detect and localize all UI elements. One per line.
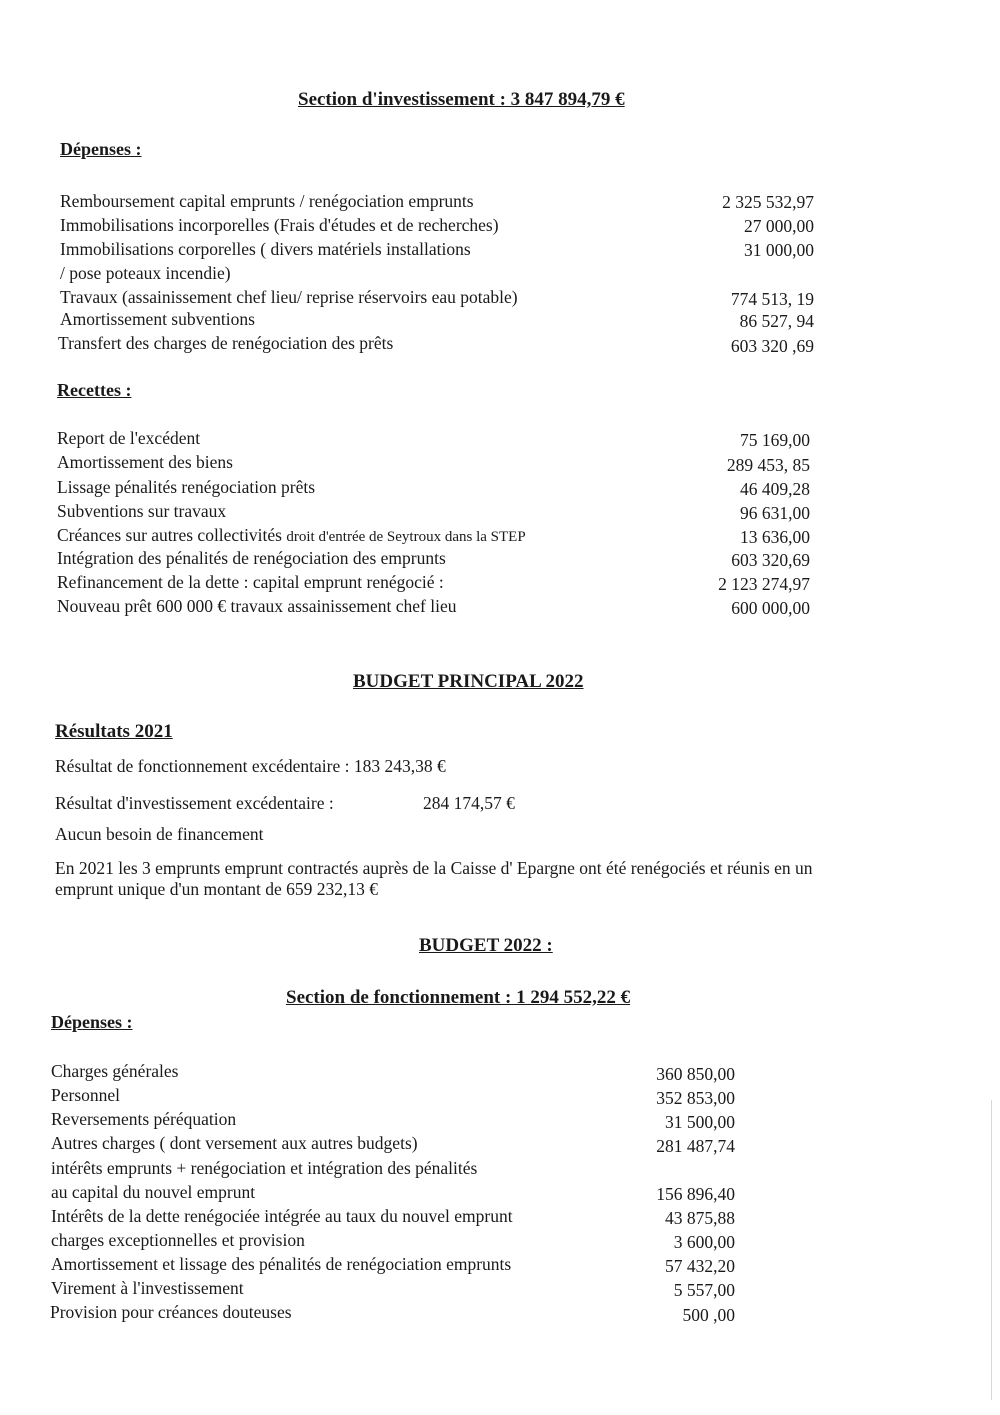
list-item-label: Amortissement subventions — [60, 309, 255, 329]
list-item-amount: 5 557,00 — [673, 1280, 735, 1300]
resultat-investissement-label: Résultat d'investissement excédentaire : — [55, 793, 334, 813]
list-item-label: Charges générales — [51, 1061, 179, 1081]
list-item-label: Immobilisations corporelles ( divers matériels installations — [60, 239, 471, 259]
list-item-amount: 603 320,69 — [731, 550, 810, 570]
list-item-amount: 360 850,00 — [656, 1064, 735, 1084]
list-item-label: Amortissement et lissage des pénalités de renégociation emprunts — [51, 1254, 512, 1274]
list-item-label: au capital du nouvel emprunt — [51, 1182, 256, 1202]
list-item-label: charges exceptionnelles et provision — [51, 1230, 305, 1250]
financement-note: Aucun besoin de financement — [55, 824, 264, 844]
list-item-amount: 57 432,20 — [665, 1256, 735, 1276]
list-item-amount: 3 600,00 — [673, 1232, 735, 1252]
list-item-amount: 352 853,00 — [656, 1088, 735, 1108]
list-item-label: Reversements péréquation — [51, 1109, 237, 1129]
list-item-label: Travaux (assainissement chef lieu/ reprise réservoirs eau potable) — [60, 287, 518, 307]
list-item-note: droit d'entrée de Seytroux dans la STEP — [286, 529, 526, 545]
list-item-label: Personnel — [51, 1085, 121, 1105]
resultats-heading: Résultats 2021 — [55, 721, 173, 742]
list-item-amount: 86 527, 94 — [739, 311, 814, 331]
list-item-amount: 500 ,00 — [682, 1305, 735, 1325]
list-item-label: Intégration des pénalités de renégociation des emprunts — [57, 548, 446, 568]
fonctionnement-depenses-label: Dépenses : — [51, 1012, 133, 1032]
list-item-label: / pose poteaux incendie) — [60, 263, 231, 283]
list-item-label: Virement à l'investissement — [51, 1278, 244, 1298]
list-item-amount: 27 000,00 — [744, 216, 814, 236]
investissement-recettes-label: Recettes : — [57, 380, 132, 400]
investissement-title: Section d'investissement : 3 847 894,79 € — [298, 89, 625, 110]
list-item-label: Nouveau prêt 600 000 € travaux assainissement chef lieu — [57, 596, 457, 616]
fonctionnement-title: Section de fonctionnement : 1 294 552,22 € — [286, 987, 631, 1008]
list-item-amount: 2 325 532,97 — [722, 192, 814, 212]
list-item-amount: 2 123 274,97 — [718, 574, 810, 594]
list-item-label: Report de l'excédent — [57, 428, 201, 448]
list-item-label: Transfert des charges de renégociation des prêts — [58, 333, 394, 353]
list-item-label: Autres charges ( dont versement aux autres budgets) — [51, 1133, 418, 1153]
list-item-label: Provision pour créances douteuses — [50, 1302, 292, 1322]
list-item-amount: 96 631,00 — [740, 503, 810, 523]
list-item-amount: 281 487,74 — [656, 1136, 735, 1156]
resultat-fonctionnement: Résultat de fonctionnement excédentaire : 183 243,38 € — [55, 756, 446, 776]
list-item-amount: 31 500,00 — [665, 1112, 735, 1132]
list-item-amount: 774 513, 19 — [730, 289, 814, 309]
list-item-amount: 13 636,00 — [740, 527, 810, 547]
resultat-investissement-value: 284 174,57 € — [423, 793, 515, 813]
list-item-label: Lissage pénalités renégociation prêts — [57, 477, 316, 497]
list-item-label: Remboursement capital emprunts / renégociation emprunts — [60, 191, 474, 211]
scan-edge-line — [991, 1100, 992, 1400]
list-item-amount: 75 169,00 — [740, 430, 810, 450]
list-item-amount: 43 875,88 — [665, 1208, 735, 1228]
list-item-label: Immobilisations incorporelles (Frais d'études et de recherches) — [60, 215, 499, 235]
budget-2022-title: BUDGET 2022 : — [419, 935, 553, 956]
list-item-amount: 289 453, 85 — [726, 455, 810, 475]
list-item-amount: 46 409,28 — [740, 479, 810, 499]
budget-principal-title: BUDGET PRINCIPAL 2022 — [353, 671, 584, 692]
list-item-label: Amortissement des biens — [57, 452, 233, 472]
list-item-amount: 603 320 ,69 — [730, 336, 814, 356]
list-item-label: Intérêts de la dette renégociée intégrée au taux du nouvel emprunt — [51, 1206, 513, 1226]
list-item-label: intérêts emprunts + renégociation et intégration des pénalités — [51, 1158, 478, 1178]
paragraph-line-2: emprunt unique d'un montant de 659 232,13 € — [55, 879, 378, 899]
list-item-label: Refinancement de la dette : capital emprunt renégocié : — [57, 572, 444, 592]
list-item-amount: 600 000,00 — [731, 598, 810, 618]
paragraph-line-1: En 2021 les 3 emprunts emprunt contractés auprès de la Caisse d' Epargne ont été renégociés et réunis en un — [55, 858, 813, 878]
list-item-label — [57, 525, 526, 546]
list-item-amount: 31 000,00 — [744, 240, 814, 260]
investissement-depenses-label: Dépenses : — [60, 139, 142, 159]
list-item-label-text: Créances sur autres collectivités — [57, 525, 282, 545]
list-item-label: Subventions sur travaux — [57, 501, 227, 521]
list-item-amount: 156 896,40 — [656, 1184, 735, 1204]
